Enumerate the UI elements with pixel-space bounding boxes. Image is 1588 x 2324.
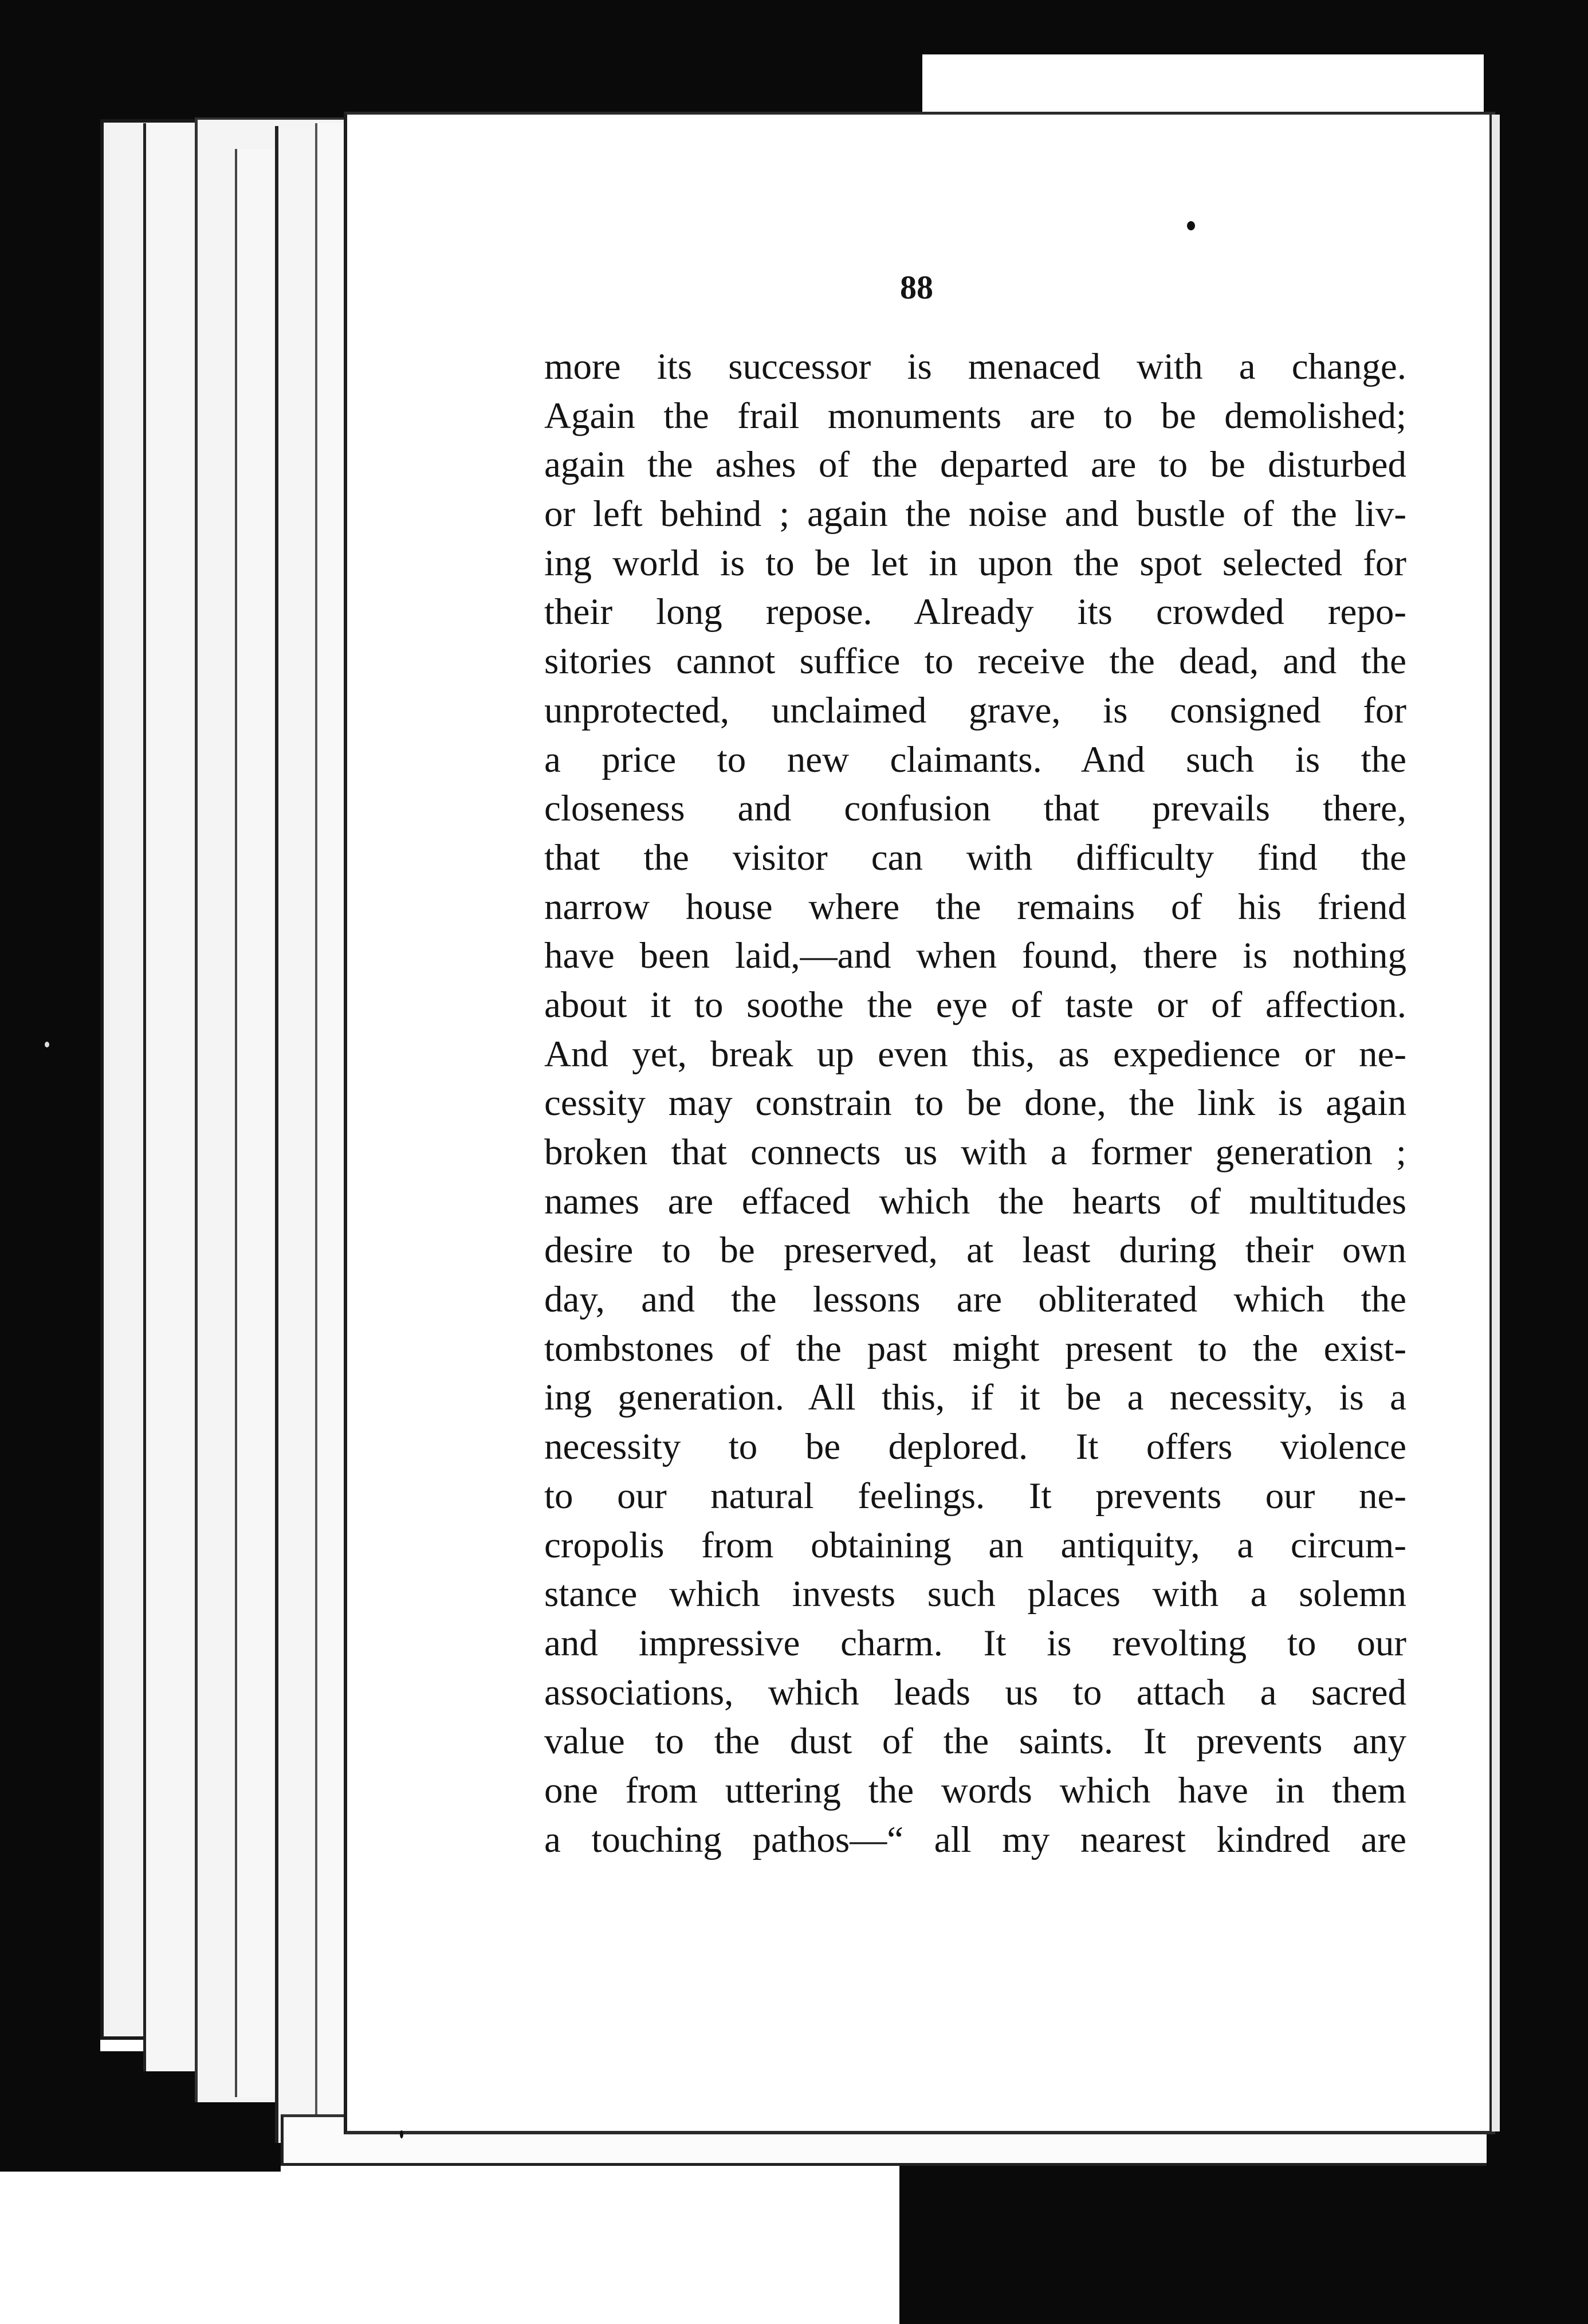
page-edge-right <box>1489 115 1500 2131</box>
text-line: Again the frail monuments are to be demolished; <box>544 395 1406 437</box>
text-line: day, and the lessons are obliterated which the <box>544 1279 1406 1321</box>
text-line: a touching pathos—“ all my nearest kindred are <box>544 1819 1406 1860</box>
ink-speck <box>45 1042 49 1047</box>
text-line: names are effaced which the hearts of multitudes <box>544 1180 1406 1222</box>
text-line: a price to new claimants. And such is the <box>544 739 1406 780</box>
ink-speck <box>400 2130 403 2138</box>
text-line: tombstones of the past might present to the exist- <box>544 1328 1406 1369</box>
text-line: or left behind ; again the noise and bustle of the liv- <box>544 493 1406 535</box>
text-line: stance which invests such places with a solemn <box>544 1573 1406 1615</box>
text-line: cessity may constrain to be done, the link is again <box>544 1082 1406 1124</box>
text-line: cropolis from obtaining an antiquity, a circum- <box>544 1524 1406 1566</box>
text-line: sitories cannot suffice to receive the dead, and the <box>544 641 1406 682</box>
text-line: value to the dust of the saints. It prevents any <box>544 1721 1406 1762</box>
text-line: closeness and confusion that prevails there, <box>544 788 1406 830</box>
text-line: one from uttering the words which have in them <box>544 1769 1406 1811</box>
scan-background-bottom-right <box>899 2154 1588 2324</box>
text-line: ing generation. All this, if it be a necessity, is a <box>544 1377 1406 1419</box>
ink-speck <box>1187 221 1195 230</box>
scan-background-left <box>0 0 100 2172</box>
text-line: to our natural feelings. It prevents our ne- <box>544 1475 1406 1517</box>
text-line: that the visitor can with difficulty find the <box>544 837 1406 878</box>
text-line: unprotected, unclaimed grave, is consigned for <box>544 689 1406 731</box>
page-number: 88 <box>900 269 933 306</box>
scan-background-top-strip <box>687 0 1588 7</box>
text-line: associations, which leads us to attach a sacred <box>544 1671 1406 1713</box>
text-line: their long repose. Already its crowded repo- <box>544 591 1406 633</box>
text-line: necessity to be deplored. It offers violence <box>544 1426 1406 1468</box>
text-line: narrow house where the remains of his friend <box>544 886 1406 928</box>
text-line: about it to soothe the eye of taste or of affection. <box>544 984 1406 1026</box>
text-line: and impressive charm. It is revolting to our <box>544 1622 1406 1664</box>
text-line: desire to be preserved, at least during their own <box>544 1230 1406 1271</box>
scan-background-top-right <box>922 0 1588 54</box>
text-line: ing world is to be let in upon the spot selected for <box>544 542 1406 584</box>
text-line: have been laid,—and when found, there is nothing <box>544 935 1406 977</box>
text-line: again the ashes of the departed are to be disturbed <box>544 444 1406 486</box>
text-line: broken that connects us with a former generation ; <box>544 1132 1406 1173</box>
body-text <box>544 343 1406 1864</box>
text-line: And yet, break up even this, as expedience or ne- <box>544 1033 1406 1075</box>
text-line: more its successor is menaced with a change. <box>544 346 1406 387</box>
